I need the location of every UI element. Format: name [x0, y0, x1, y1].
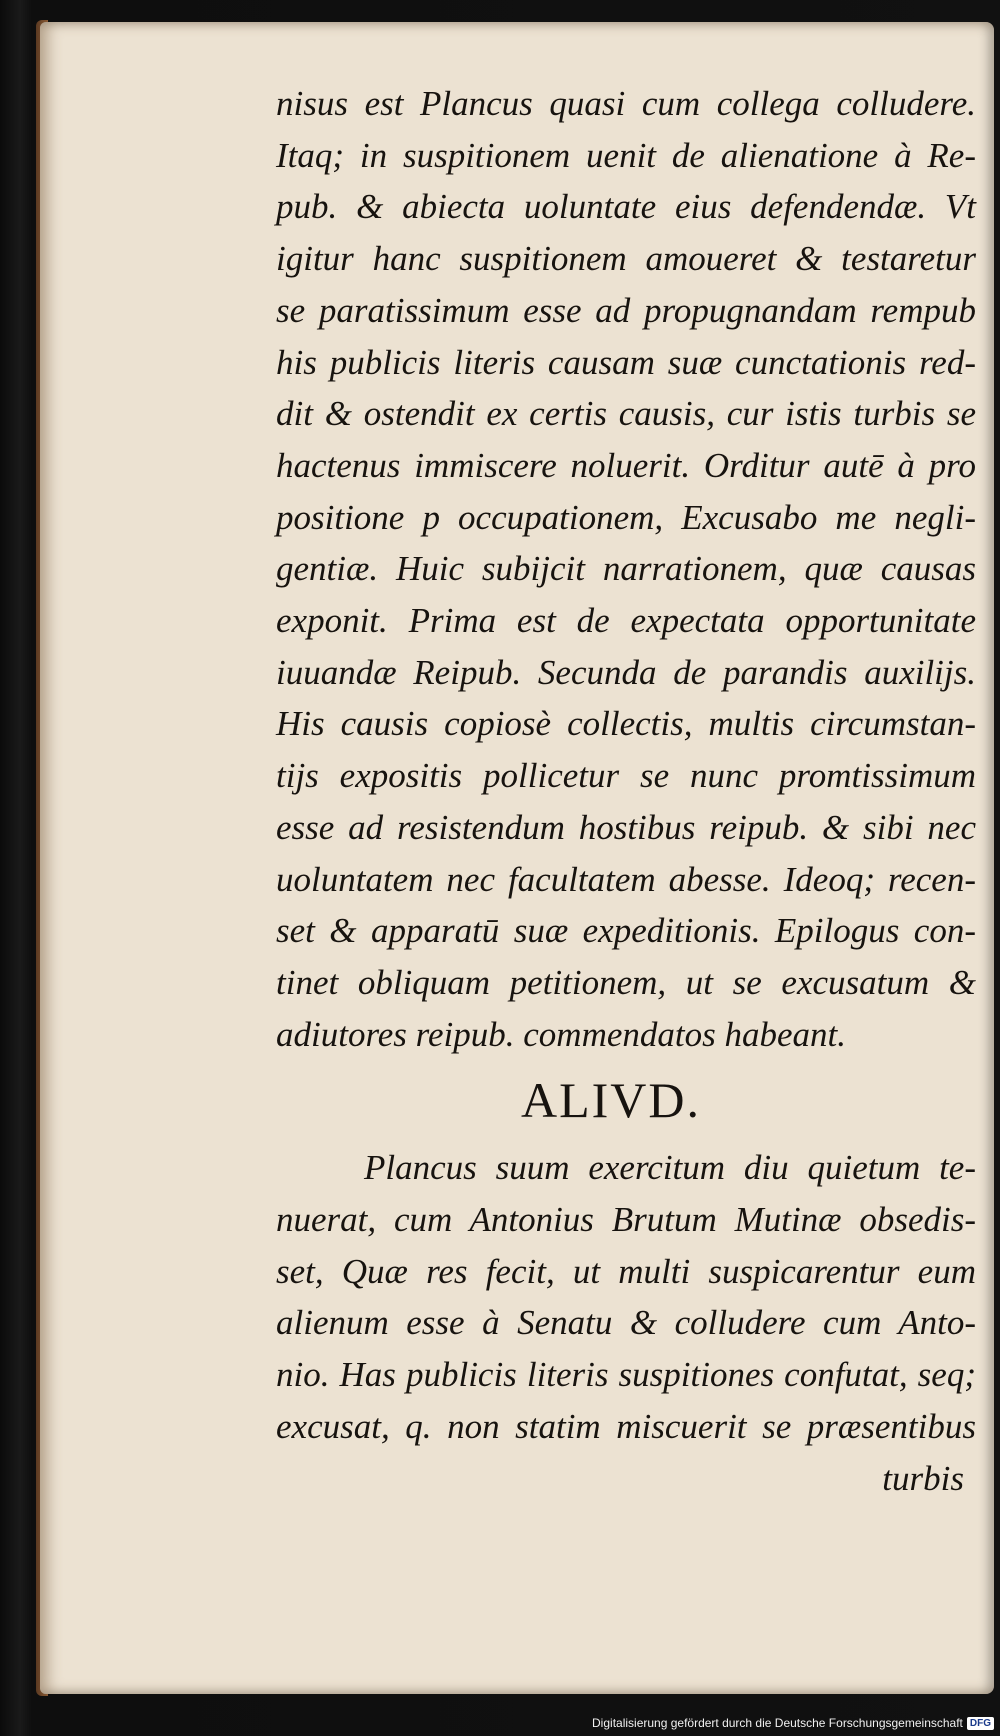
text-line: alienum esse à Senatu & colludere cum Anto- — [276, 1303, 976, 1343]
text-line: Plancus suum exercitum diu quietum te- — [364, 1148, 976, 1188]
text-line: gentiæ. Huic subijcit narrationem, quæ causas — [276, 549, 976, 589]
text-line: esse ad resistendum hostibus reipub. & sibi nec — [276, 807, 976, 847]
text-line: uoluntatem nec facultatem abesse. Ideoq; recen- — [276, 859, 976, 899]
text-line: nio. Has publicis literis suspitiones confutat, seq; — [276, 1355, 976, 1395]
text-line: nuerat, cum Antonius Brutum Mutinæ obsedis- — [276, 1200, 976, 1240]
footer-text: Digitalisierung gefördert durch die Deutsche Forschungsgemeinschaft — [592, 1716, 963, 1730]
text-line: igitur hanc suspitionem amoueret & testaretur — [276, 239, 976, 279]
text-line: hactenus immiscere noluerit. Orditur autē à pro — [276, 445, 976, 485]
text-line: His causis copiosè collectis, multis circumstan- — [276, 704, 976, 744]
text-line: set, Quæ res fecit, ut multi suspicarentur eum — [276, 1251, 976, 1291]
text-line: Itaq; in suspitionem uenit de alienatione à Re- — [276, 135, 976, 175]
text-line: his publicis literis causam suæ cunctationis red- — [276, 342, 976, 382]
dfg-logo: DFG — [967, 1717, 994, 1730]
text-line: excusat, q. non statim miscuerit se præsentibus — [276, 1406, 976, 1446]
text-line: dit & ostendit ex certis causis, cur istis turbis se — [276, 394, 976, 434]
text-line: pub. & abiecta uoluntate eius defendendæ. Vt — [276, 187, 976, 227]
digitization-footer — [592, 1716, 994, 1730]
text-line: iuuandæ Reipub. Secunda de parandis auxilijs. — [276, 652, 976, 692]
page-text — [276, 78, 976, 1504]
text-line: tijs expositis pollicetur se nunc promtissimum — [276, 756, 976, 796]
text-line: set & apparatū suæ expeditionis. Epilogus con- — [276, 911, 976, 951]
text-line: se paratissimum esse ad propugnandam rempub — [276, 290, 976, 330]
text-line: nisus est Plancus quasi cum collega colludere. — [276, 84, 976, 123]
catchword: turbis — [882, 1458, 964, 1498]
text-line: tinet obliquam petitionem, ut se excusatum & — [276, 962, 976, 1002]
text-line: adiutores reipub. commendatos habeant. — [276, 1014, 846, 1054]
text-line: exponit. Prima est de expectata opportunitate — [276, 601, 976, 641]
section-heading: ALIVD. — [520, 1072, 702, 1129]
text-line: positione p occupationem, Excusabo me negli- — [276, 497, 976, 537]
